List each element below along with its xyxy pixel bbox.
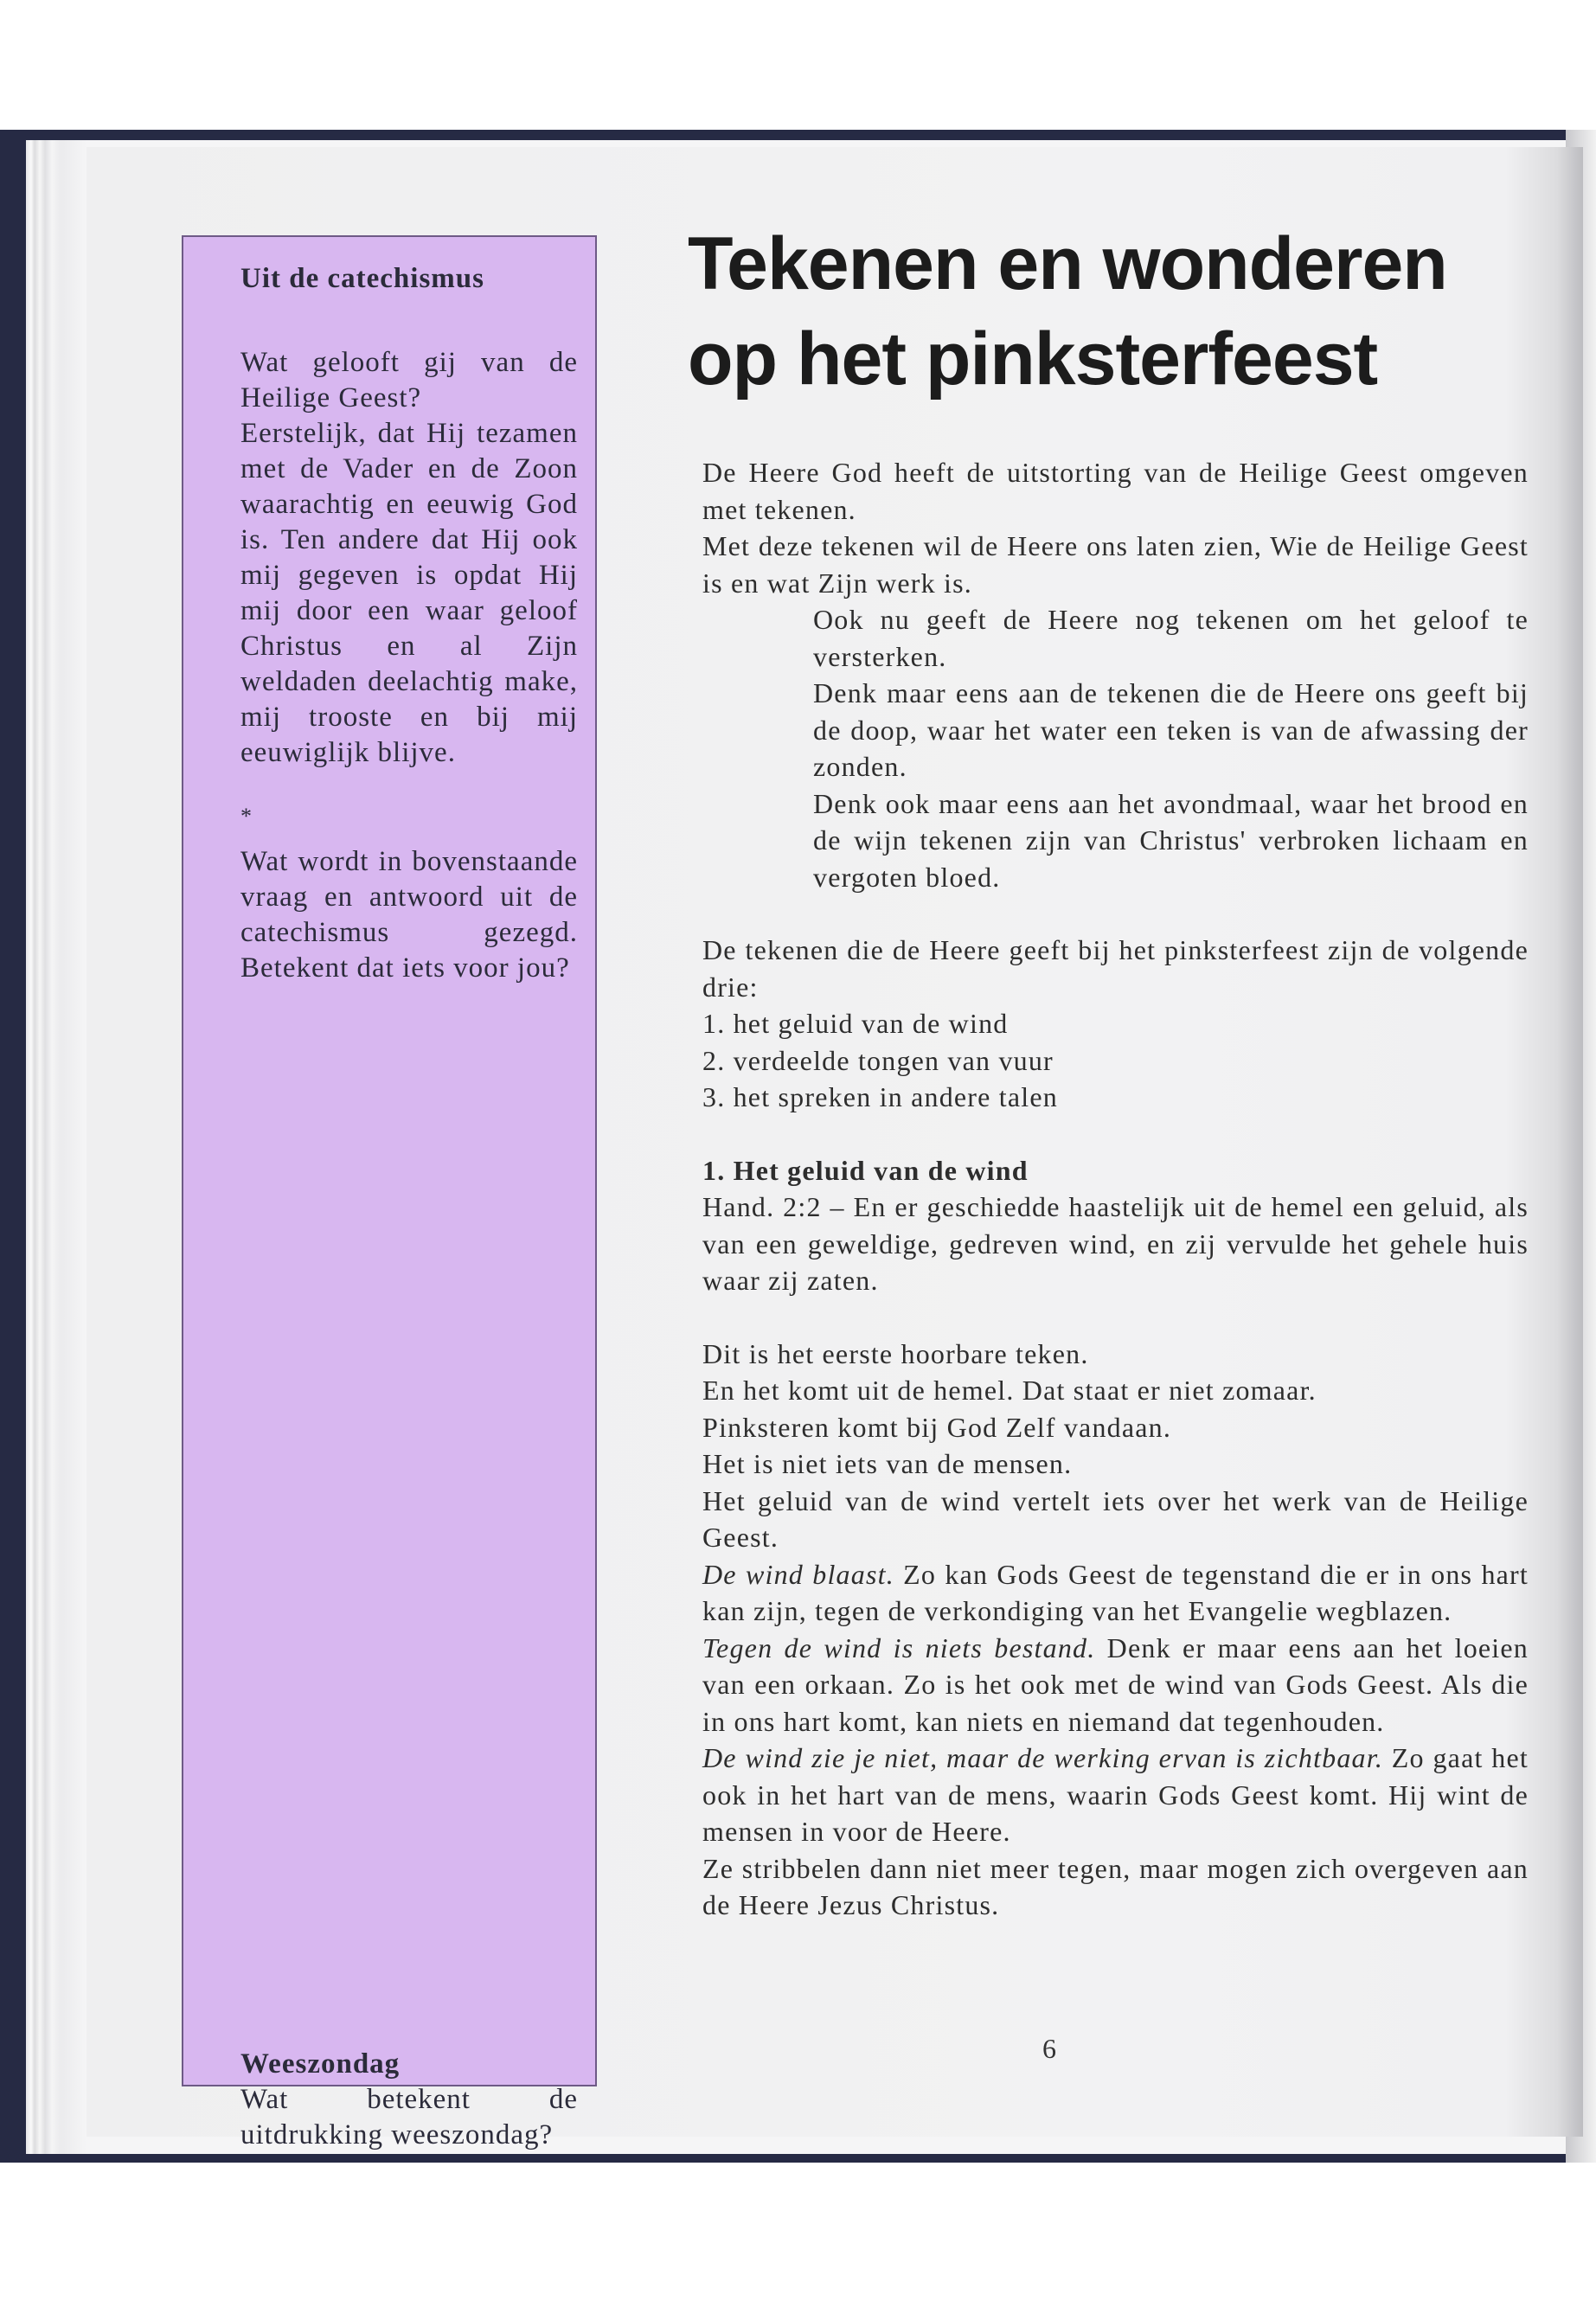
closing-paragraph: Ze stribbelen dann niet meer tegen, maar mogen zich overgeven aan de Heere Jezus Christus. xyxy=(702,1852,1529,1920)
scripture-quote: Hand. 2:2 – En er geschiedde haastelijk uit de hemel een geluid, als van een geweldige, gedreven wind, en zij vervulde het gehele huis waar zij zaten. xyxy=(702,1191,1529,1296)
spacer xyxy=(702,1116,1529,1152)
body-line: Het is niet iets van de mensen. xyxy=(702,1448,1073,1479)
body-line: Dit is het eerste hoorbare teken. xyxy=(702,1337,1089,1369)
wind-resist-paragraph xyxy=(702,1630,1529,1740)
wind-resist-text: Denk er maar eens aan het loeien van een orkaan. Zo is het ook met de wind van Gods Geest. Als die in ons hart komt, kan niets en niemand dat tegenhouden. xyxy=(702,1631,1529,1737)
spacer xyxy=(702,895,1529,932)
wind-visible-emphasis: De wind zie je niet, maar de werking ervan is zichtbaar. xyxy=(702,1742,1384,1773)
spacer xyxy=(702,1299,1529,1336)
wind-blows-text: Zo kan Gods Geest de tegenstand die er in ons hart kan zijn, tegen de verkondiging van het Evangelie wegblazen. xyxy=(702,1558,1529,1626)
body-line: Het geluid van de wind vertelt iets over het werk van de Heilige Geest. xyxy=(702,1484,1529,1553)
catechism-prompt: Wat wordt in bovenstaande vraag en antwoord uit de catechismus gezegd. Betekent dat iets voor jou? xyxy=(240,846,578,984)
intro-paragraph: Met deze tekenen wil de Heere ons laten zien, Wie de Heilige Geest is en wat Zijn werk is. xyxy=(702,530,1529,599)
wind-visible-text: Zo gaat het ook in het hart van de mens, waarin Gods Geest komt. Hij wint de mensen in voor de Heere. xyxy=(702,1742,1529,1847)
wind-blows-paragraph xyxy=(702,1556,1529,1630)
indented-paragraph: Denk maar eens aan de tekenen die de Heere ons geeft bij de doop, waar het water een teken is van de afwassing der zonden. xyxy=(813,677,1529,782)
separator-asterisk: * xyxy=(240,804,252,829)
weeszondag-heading: Weeszondag xyxy=(240,2048,401,2080)
page-number: 6 xyxy=(1042,2033,1056,2064)
signs-intro: De tekenen die de Heere geeft bij het pinksterfeest zijn de volgende drie: xyxy=(702,934,1529,1003)
catechism-answer: Eerstelijk, dat Hij tezamen met de Vader en de Zoon waarachtig en eeuwig God is. Ten andere dat Hij ook mij gegeven is opdat Hij mij door een waar geloof Christus en al Zijn weldaden deelachtig make, mij trooste en bij mij eeuwiglijk blijve. xyxy=(240,418,578,768)
indented-paragraph: Ook nu geeft de Heere nog tekenen om het geloof te versterken. xyxy=(813,604,1529,672)
sign-item: 3. het spreken in andere talen xyxy=(702,1081,1058,1112)
wind-resist-emphasis: Tegen de wind is niets bestand. xyxy=(702,1631,1096,1663)
body-line: En het komt uit de hemel. Dat staat er niet zomaar. xyxy=(702,1375,1317,1406)
catechism-sidebar xyxy=(182,235,597,2150)
body-line: Pinksteren komt bij God Zelf vandaan. xyxy=(702,1411,1172,1443)
article-body xyxy=(702,454,1529,1924)
section-heading: 1. Het geluid van de wind xyxy=(702,1154,1029,1186)
intro-paragraph: De Heere God heeft de uitstorting van de Heilige Geest omgeven met tekenen. xyxy=(702,457,1529,525)
sidebar-heading: Uit de catechismus xyxy=(240,263,484,294)
title-line-1: Tekenen en wonderen xyxy=(688,222,1447,305)
weeszondag-block xyxy=(240,2047,578,2153)
catechism-question: Wat gelooft gij van de Heilige Geest? xyxy=(240,347,578,413)
wind-visible-paragraph xyxy=(702,1740,1529,1850)
wind-blows-emphasis: De wind blaast. xyxy=(702,1558,894,1590)
sign-item: 1. het geluid van de wind xyxy=(702,1008,1009,1039)
indented-paragraph: Denk ook maar eens aan het avondmaal, waar het brood en de wijn tekenen zijn van Christus' verbroken lichaam en vergoten bloed. xyxy=(813,787,1529,893)
title-line-2: op het pinksterfeest xyxy=(688,317,1378,401)
article-title xyxy=(688,216,1544,407)
sign-item: 2. verdeelde tongen van vuur xyxy=(702,1044,1054,1076)
weeszondag-question: Wat betekent de uitdrukking weeszondag? xyxy=(240,2084,578,2150)
